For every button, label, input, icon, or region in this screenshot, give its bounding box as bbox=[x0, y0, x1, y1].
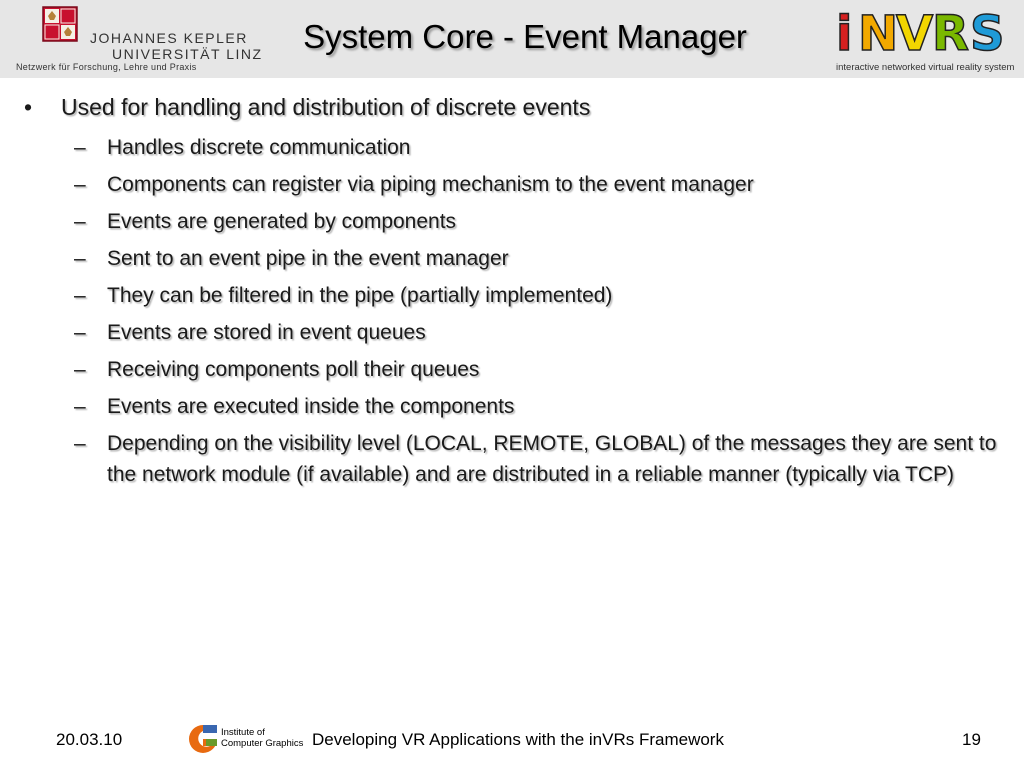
jku-tagline: Netzwerk für Forschung, Lehre und Praxis bbox=[16, 62, 197, 72]
invrs-logo bbox=[834, 4, 1015, 74]
list-item-text: Receiving components poll their queues bbox=[107, 358, 480, 381]
list-item bbox=[0, 391, 1007, 422]
jku-name-line1: JOHANNES KEPLER bbox=[90, 30, 248, 46]
list-item bbox=[0, 243, 1007, 274]
slide-header bbox=[0, 0, 1024, 78]
dash-icon: – bbox=[74, 358, 86, 381]
icg-logo bbox=[186, 722, 306, 756]
jku-crest-icon bbox=[42, 6, 78, 42]
list-item bbox=[0, 132, 1007, 163]
svg-text:N: N bbox=[858, 6, 899, 56]
dash-icon: – bbox=[74, 173, 86, 196]
icg-name-line2: Computer Graphics bbox=[221, 738, 304, 749]
footer-title: Developing VR Applications with the inVRs Framework bbox=[312, 730, 724, 749]
footer-date: 20.03.10 bbox=[56, 730, 123, 749]
list-item-text: They can be filtered in the pipe (partially implemented) bbox=[107, 284, 613, 307]
dash-icon: – bbox=[74, 284, 86, 307]
list-item-text: Events are executed inside the components bbox=[107, 395, 515, 418]
svg-text:V: V bbox=[896, 6, 934, 56]
list-item bbox=[0, 354, 1007, 385]
list-item-text: Events are generated by components bbox=[107, 210, 457, 233]
list-item bbox=[0, 169, 1007, 200]
icg-name-line1: Institute of bbox=[221, 727, 265, 738]
dash-icon: – bbox=[74, 432, 86, 455]
icg-name bbox=[221, 727, 303, 749]
jku-logo bbox=[14, 6, 263, 72]
icg-logo-icon bbox=[186, 722, 220, 756]
list-item-text: Events are stored in event queues bbox=[107, 321, 426, 344]
invrs-wordmark-icon bbox=[834, 4, 1010, 56]
slide-title: System Core - Event Manager bbox=[303, 18, 747, 55]
sub-bullet-list bbox=[0, 132, 1024, 496]
jku-name-line2: UNIVERSITÄT LINZ bbox=[112, 46, 263, 62]
list-item bbox=[0, 317, 1007, 348]
main-bullet-icon: • bbox=[24, 94, 33, 120]
svg-text:R: R bbox=[932, 6, 969, 56]
list-item-text: Handles discrete communication bbox=[107, 136, 411, 159]
list-item bbox=[0, 428, 1007, 490]
dash-icon: – bbox=[74, 395, 86, 418]
dash-icon: – bbox=[74, 136, 86, 159]
list-item bbox=[0, 280, 1007, 311]
dash-icon: – bbox=[74, 247, 86, 270]
invrs-tagline: interactive networked virtual reality system bbox=[836, 62, 1015, 73]
list-item-text: Components can register via piping mechanism to the event manager bbox=[107, 173, 754, 196]
main-bullet-text: Used for handling and distribution of discrete events bbox=[61, 94, 591, 120]
svg-text:S: S bbox=[970, 6, 1005, 56]
list-item-text: Depending on the visibility level (LOCAL, REMOTE, GLOBAL) of the messages they are sent to the network module (if available) and are distributed in a reliable manner (typically via TCP) bbox=[107, 432, 997, 486]
svg-text:i: i bbox=[836, 6, 853, 56]
page-number: 19 bbox=[962, 730, 981, 749]
list-item bbox=[0, 206, 1007, 237]
dash-icon: – bbox=[74, 321, 86, 344]
dash-icon: – bbox=[74, 210, 86, 233]
list-item-text: Sent to an event pipe in the event manager bbox=[107, 247, 509, 270]
